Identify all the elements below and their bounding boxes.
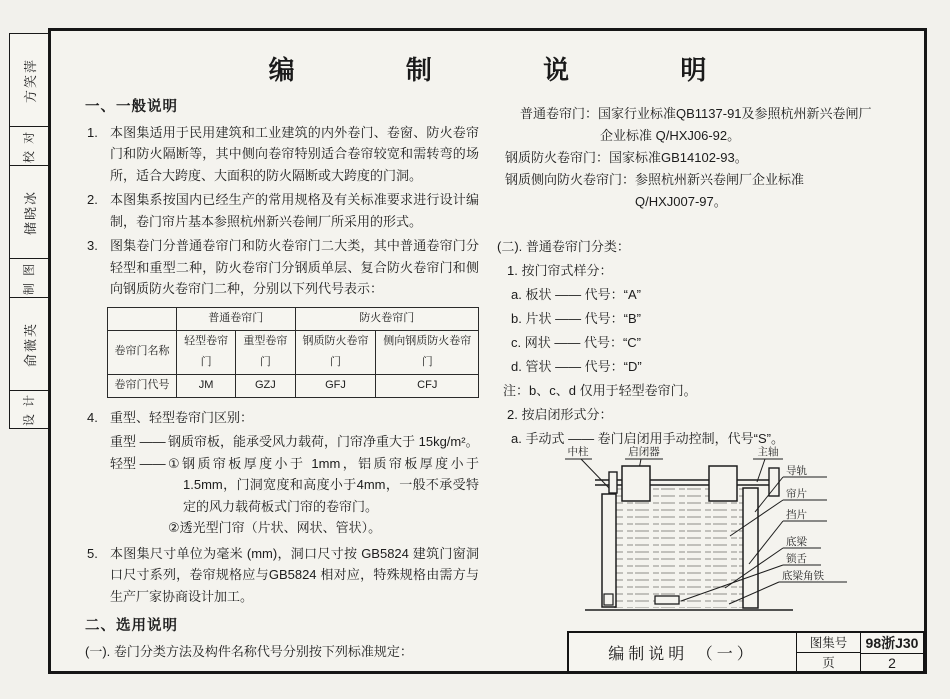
table-cell: 侧向钢质防火卷帘门: [376, 330, 479, 374]
standard-line-side-fire: 钢质侧向防火卷帘门：参照杭州新兴卷闸厂企业标准: [505, 172, 805, 187]
table-cell: 卷帘门名称: [108, 330, 177, 374]
table-row: [108, 374, 479, 397]
main-shaft-label: 主轴: [757, 446, 779, 458]
sidebar-designer-name: 俞薇英: [9, 297, 49, 390]
page-title: 编 制 说 明: [268, 55, 759, 85]
standard-line-steel-fire: 钢质防火卷帘门：国家标准GB14102-93。: [505, 150, 748, 165]
center-post-leader: [581, 459, 609, 488]
shutter-door-diagram: [557, 444, 923, 620]
lock-tongue-label: 锁舌: [786, 553, 807, 565]
opener-box-right: [709, 466, 737, 501]
signature-sidebar: [9, 33, 49, 429]
atlas-number-value: 98浙J30: [861, 633, 923, 654]
sidebar-proofreader-name: 方笑萍: [9, 33, 49, 126]
bottom-beam-angle-label: 底梁角铁: [782, 570, 824, 582]
bottom-beam-label: 底梁: [786, 536, 807, 548]
page-number-value: 2: [888, 654, 896, 671]
table-cell: GFJ: [295, 374, 376, 397]
light-type-item-2: ②透光型门帘（片状、网状、管状）。: [168, 520, 382, 535]
style-item-d: d. 管状 —— 代号：“D”: [511, 359, 642, 374]
center-post-label: 中柱: [567, 446, 589, 458]
style-item-a: a. 板状 —— 代号：“A”: [511, 287, 642, 302]
table-cell: GZJ: [236, 374, 295, 397]
table-group-fire: 防火卷帘门: [295, 307, 478, 330]
guide-rail-label: 导轨: [786, 465, 807, 477]
section1-heading: 一、一般说明: [85, 99, 178, 115]
style-item-c: c. 网状 —— 代号：“C”: [511, 335, 641, 350]
page-label: 页: [822, 655, 835, 670]
drawing-title-block: [567, 631, 925, 673]
sidebar-design-label: 设 计: [9, 390, 49, 429]
table-group-ordinary: 普通卷帘门: [176, 307, 295, 330]
light-type-item-1: ①钢质帘板厚度小于 1mm，铝质帘板厚度小于1.5mm，门洞宽度和高度小于4mm，一般不承受特定的风力载荷板式门帘的卷帘门。: [168, 455, 479, 514]
shaft-right-cap: [769, 468, 779, 496]
curtain-style-heading: 1. 按门帘式样分：: [507, 263, 613, 278]
general-note-4: 4. 重型、轻型卷帘门区别：: [87, 409, 254, 425]
stop-piece-label: 挡片: [786, 509, 807, 521]
table-cell: 钢质防火卷帘门: [295, 330, 376, 374]
section2-item1: (一). 卷门分类方法及构件名称代号分别按下列标准规定：: [85, 643, 413, 659]
main-shaft-leader: [757, 459, 765, 482]
shaft-left-cap: [609, 472, 617, 493]
section2-heading: 二、选用说明: [85, 618, 178, 634]
manual-type-item: a. 手动式 —— 卷门启闭用手动控制，代号“S”。: [511, 431, 785, 446]
sidebar-proofread-label: 校 对: [9, 126, 49, 165]
curtain-slats-area: [614, 488, 744, 608]
table-cell: 重型卷帘门: [236, 330, 295, 374]
general-note-3: 3. 图集卷门分普通卷帘门和防火卷帘门二大类，其中普通卷帘门分轻型和重型二种，防火卷帘门分钢质单层、复合防火卷帘门和侧向钢质防火卷帘门二种，分别以下列代号表示：: [87, 238, 479, 296]
right-column: [493, 103, 925, 450]
opener-label: 启闭器: [628, 446, 660, 458]
general-note-1: 1. 本图集适用于民用建筑和工业建筑的内外卷门、卷窗、防火卷帘门和防火隔断等，其中侧向卷帘特别适合卷帘较宽和需转弯的场所，适合大跨度、大面积的防火隔断或大跨度的门洞。: [87, 124, 479, 183]
open-close-heading: 2. 按启闭形式分：: [507, 407, 613, 422]
style-note: 注：b、c、d 仅用于轻型卷帘门。: [503, 383, 697, 398]
guide-rail: [743, 488, 758, 608]
standard-line-ordinary-cont: 企业标准 Q/HXJ06-92。: [600, 128, 741, 143]
style-item-b: b. 片状 —— 代号：“B”: [511, 311, 642, 326]
table-row: [108, 307, 479, 330]
door-code-table: [107, 307, 479, 398]
general-note-5: 5. 本图集尺寸单位为毫米 (mm)，洞口尺寸按 GB5824 建筑门窗洞口尺寸系列，卷帘规格应与GB5824 相对应，特殊规格由需方与生产厂家协商设计加工。: [87, 545, 479, 604]
table-cell: CFJ: [376, 374, 479, 397]
table-corner-cell: [108, 307, 177, 330]
heavy-type-definition: 重型 —— 钢质帘板，能承受风力载荷，门帘净重大于 15kg/m²。: [110, 434, 479, 449]
sidebar-draft-label: 制 图: [9, 258, 49, 297]
standard-line-side-fire-cont: Q/HXJ007-97。: [635, 194, 727, 209]
sheet-title: 编制说明 （一）: [569, 633, 797, 671]
lock-tongue-shape: [655, 596, 679, 604]
general-note-2: 2. 本图集系按国内已经生产的常用规格及有关标准要求进行设计编制，卷门帘片基本参照杭州新兴卷闸厂所采用的形式。: [87, 192, 479, 229]
curtain-slat-label: 帘片: [786, 488, 807, 500]
atlas-number-label: 图集号: [797, 633, 860, 653]
classification-heading: (二). 普通卷帘门分类：: [497, 239, 630, 254]
light-type-definition: 轻型 —— ①钢质帘板厚度小于 1mm，铝质帘板厚度小于1.5mm，门洞宽度和高度小于4mm，一般不承受特定的风力载荷板式门帘的卷帘门。 ②透光型门帘（片状、网状、管状）。: [85, 453, 479, 539]
opener-box-left: [622, 466, 650, 501]
center-post: [602, 494, 616, 607]
standard-line-ordinary: 普通卷帘门：国家行业标准QB1137-91及参照杭州新兴卷闸厂: [520, 106, 872, 121]
left-column: [85, 97, 479, 662]
sidebar-drafter-name: 储晓冰: [9, 165, 49, 258]
table-cell: 卷帘门代号: [108, 374, 177, 397]
table-cell: 轻型卷帘门: [176, 330, 235, 374]
table-row: [108, 330, 479, 374]
table-cell: JM: [176, 374, 235, 397]
